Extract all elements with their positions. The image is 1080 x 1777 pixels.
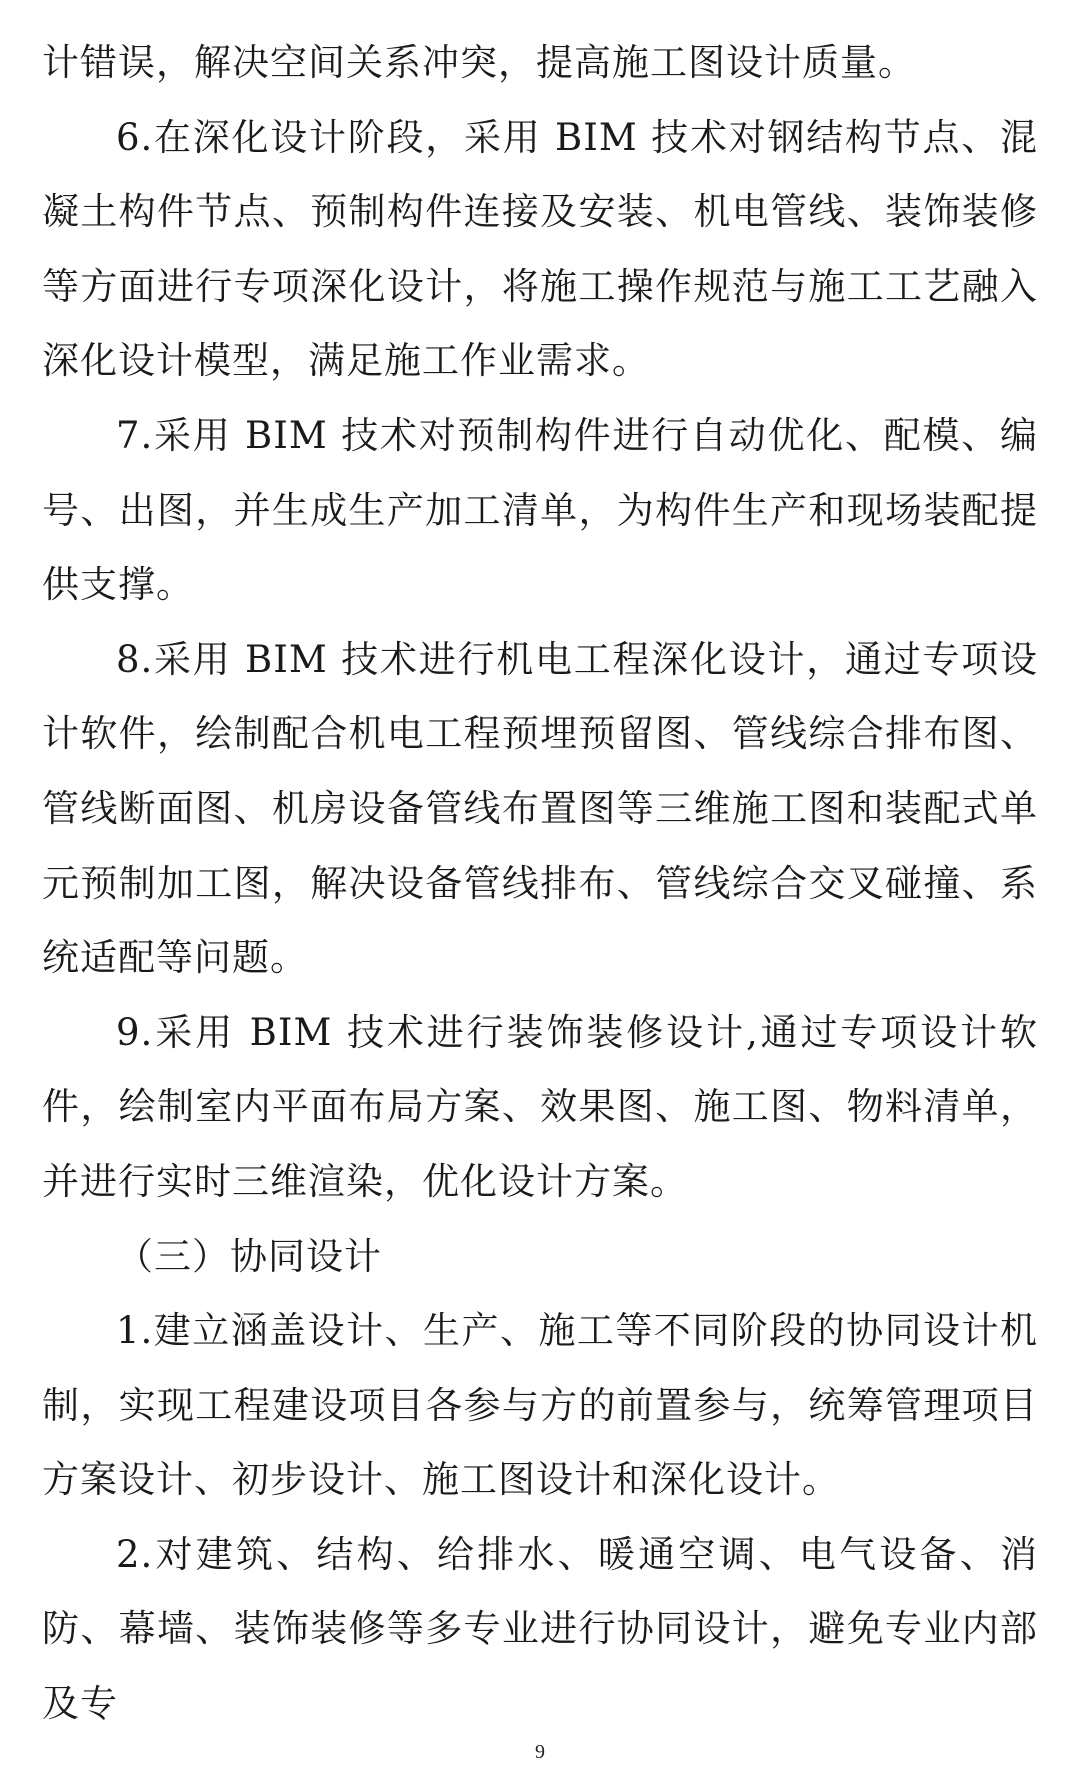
paragraph-item-9: 9.采用 BIM 技术进行装饰装修设计,通过专项设计软件，绘制室内平面布局方案、效果图、施工图、物料清单，并进行实时三维渲染，优化设计方案。 [42,1010,1038,1203]
paragraph-item-8: 8.采用 BIM 技术进行机电工程深化设计，通过专项设计软件，绘制配合机电工程预埋预留图、管线综合排布图、管线断面图、机房设备管线布置图等三维施工图和装配式单元预制加工图，解决设备管线排布、管线综合交叉碰撞、系统适配等问题。 [42,637,1038,980]
paragraph-item-7: 7.采用 BIM 技术对预制构件进行自动优化、配模、编号、出图，并生成生产加工清单，为构件生产和现场装配提供支撑。 [42,413,1038,607]
body-text [42,26,1038,1742]
paragraph-item-2: 2.对建筑、结构、给排水、暖通空调、电气设备、消防、幕墙、装饰装修等多专业进行协同设计，避免专业内部及专 [42,1532,1038,1726]
paragraph-item-1: 1.建立涵盖设计、生产、施工等不同阶段的协同设计机制，实现工程建设项目各参与方的前置参与，统筹管理项目方案设计、初步设计、施工图设计和深化设计。 [42,1309,1038,1502]
paragraph-continuation: 计错误，解决空间关系冲突，提高施工图设计质量。 [42,41,916,84]
page-number: 9 [535,1741,545,1763]
paragraph-item-6: 6.在深化设计阶段，采用 BIM 技术对钢结构节点、混凝土构件节点、预制构件连接及安装、机电管线、装饰装修等方面进行专项深化设计，将施工操作规范与施工工艺融入深化设计模型，满足施工作业需求。 [42,115,1038,383]
section-heading: （三）协同设计 [116,1234,382,1278]
